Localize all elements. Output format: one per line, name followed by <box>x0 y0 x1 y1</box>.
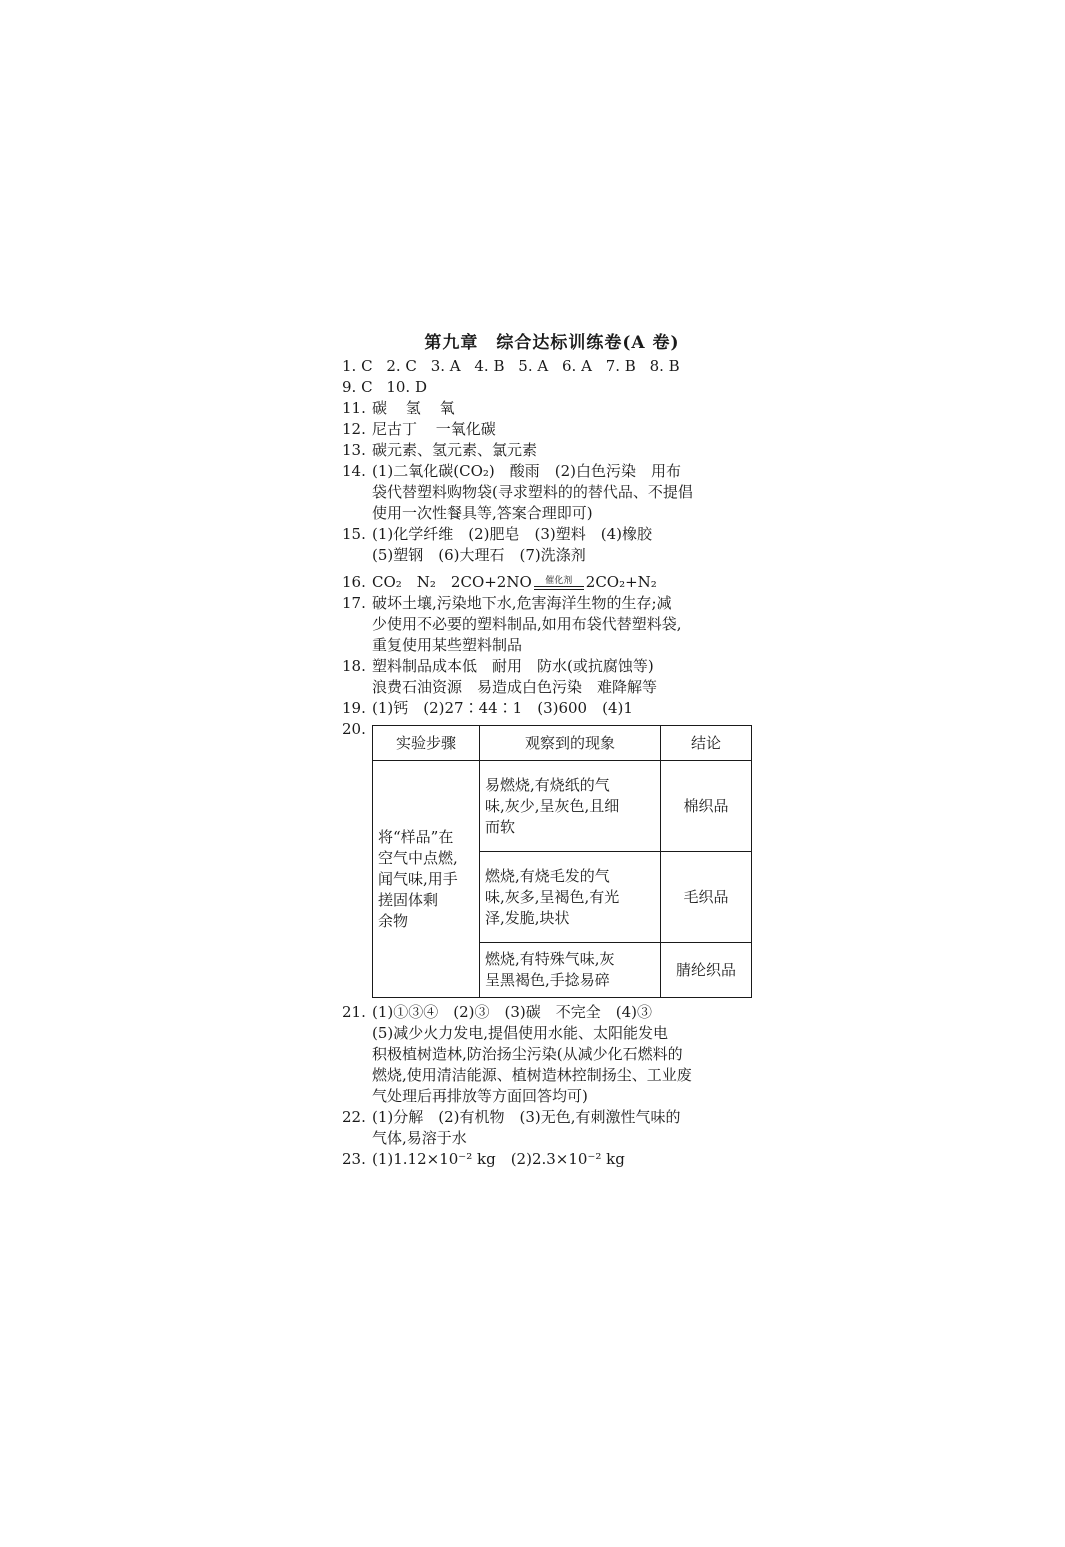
answer-line: 浪费石油资源 易造成白色污染 难降解等 <box>372 678 658 696</box>
answer-text: 氧 <box>439 399 455 417</box>
answer-line: 积极植树造林,防治扬尘污染(从减少化石燃料的 <box>372 1045 683 1063</box>
answer-sheet <box>342 333 762 1170</box>
question-14 <box>342 461 762 524</box>
step-line: 闻气味,用手 <box>378 869 458 888</box>
observation-line: 味,灰多,呈褐色,有光 <box>485 887 620 906</box>
question-23 <box>342 1149 762 1170</box>
chemical-equation <box>372 572 762 593</box>
question-number: 16. <box>342 573 366 591</box>
question-15 <box>342 524 762 566</box>
answer-text: (1)钙 (2)27∶44∶1 (3)600 (4)1 <box>372 699 633 717</box>
question-number: 23. <box>342 1150 366 1168</box>
question-number: 17. <box>342 594 366 612</box>
step-line: 余物 <box>378 911 409 930</box>
answer-2: 2. C <box>386 357 417 375</box>
answer-line: 袋代替塑料购物袋(寻求塑料的的替代品、不提倡 <box>372 483 693 501</box>
answer-5: 5. A <box>518 357 549 375</box>
observation-line: 而软 <box>485 817 516 836</box>
answer-text: 碳 <box>372 399 388 417</box>
answer-line: 气处理后再排放等方面回答均可) <box>372 1087 588 1105</box>
conclusion-cell: 棉织品 <box>661 761 752 852</box>
question-number: 22. <box>342 1108 366 1126</box>
header-observation: 观察到的现象 <box>480 726 661 761</box>
page-title: 第九章 综合达标训练卷(A 卷) <box>424 333 680 353</box>
answer-text: 碳元素、氢元素、氯元素 <box>372 441 538 459</box>
question-17 <box>342 593 762 656</box>
answer-8: 8. B <box>649 357 680 375</box>
mc-answers-row-1 <box>342 356 762 377</box>
answer-line: 燃烧,使用清洁能源、植树造林控制扬尘、工业废 <box>372 1066 692 1084</box>
answer-line: (1)①③④ (2)③ (3)碳 不完全 (4)③ <box>372 1003 652 1021</box>
observation-line: 呈黑褐色,手捻易碎 <box>485 971 610 989</box>
answer-line: 重复使用某些塑料制品 <box>372 636 523 654</box>
question-21 <box>342 1002 762 1107</box>
catalyst-label: 催化剂 <box>545 576 573 586</box>
answer-line: 气体,易溶于水 <box>372 1129 467 1147</box>
answer-1: 1. C <box>342 357 373 375</box>
observation-line: 易燃烧,有烧纸的气 <box>485 775 610 794</box>
conclusion-cell: 腈纶织品 <box>661 943 752 998</box>
answer-line: (1)分解 (2)有机物 (3)无色,有刺激性气味的 <box>372 1108 681 1126</box>
header-conclusion: 结论 <box>661 726 752 761</box>
observation-cell <box>480 852 661 943</box>
question-11 <box>342 398 762 419</box>
question-number: 14. <box>342 462 366 480</box>
answer-line: 破坏土壤,污染地下水,危害海洋生物的生存;减 <box>372 594 672 612</box>
question-number: 18. <box>342 657 366 675</box>
observation-line: 味,灰少,呈灰色,且细 <box>485 796 620 815</box>
answer-line: (5)减少火力发电,提倡使用水能、太阳能发电 <box>372 1024 669 1042</box>
table-row <box>373 761 752 852</box>
experiment-table <box>372 725 752 998</box>
reaction-arrow <box>534 576 584 590</box>
question-22 <box>342 1107 762 1149</box>
question-number: 11. <box>342 399 366 417</box>
answer-text: 氢 <box>405 399 421 417</box>
answer-text: 尼古丁 <box>372 420 418 438</box>
answer-6: 6. A <box>561 357 592 375</box>
question-number: 15. <box>342 525 366 543</box>
conclusion-cell: 毛织品 <box>661 852 752 943</box>
observation-line: 燃烧,有特殊气味,灰 <box>485 950 615 968</box>
question-19 <box>342 698 762 719</box>
answer-line: (1)二氧化碳(CO₂) 酸雨 (2)白色污染 用布 <box>372 462 681 480</box>
equals-bar <box>534 586 584 590</box>
observation-cell <box>480 761 661 852</box>
question-number: 20. <box>342 720 366 738</box>
question-16 <box>342 572 762 593</box>
equation-right: 2CO₂+N₂ <box>585 573 657 591</box>
answer-9: 9. C <box>342 378 373 396</box>
step-cell <box>373 761 480 998</box>
question-18 <box>342 656 762 698</box>
answer-7: 7. B <box>605 357 636 375</box>
answer-text: 一氧化碳 <box>435 420 496 438</box>
answer-text: (1)1.12×10⁻² kg (2)2.3×10⁻² kg <box>372 1150 625 1168</box>
answer-10: 10. D <box>386 378 427 396</box>
table-header-row <box>373 726 752 761</box>
answer-line: 塑料制品成本低 耐用 防水(或抗腐蚀等) <box>372 657 654 675</box>
step-line: 空气中点燃, <box>378 848 458 867</box>
header-step: 实验步骤 <box>373 726 480 761</box>
step-line: 将“样品”在 <box>378 827 454 846</box>
answer-3: 3. A <box>430 357 461 375</box>
observation-line: 燃烧,有烧毛发的气 <box>485 866 610 885</box>
observation-line: 泽,发脆,块状 <box>485 908 570 927</box>
question-number: 13. <box>342 441 366 459</box>
answer-line: 使用一次性餐具等,答案合理即可) <box>372 504 593 522</box>
mc-answers-row-2 <box>342 377 762 398</box>
question-number: 19. <box>342 699 366 717</box>
question-20 <box>342 719 762 998</box>
question-13 <box>342 440 762 461</box>
answer-line: 少使用不必要的塑料制品,如用布袋代替塑料袋, <box>372 615 682 633</box>
answer-4: 4. B <box>474 357 505 375</box>
observation-cell <box>480 943 661 998</box>
question-12 <box>342 419 762 440</box>
answer-line: (5)塑钢 (6)大理石 (7)洗涤剂 <box>372 546 586 564</box>
question-number: 21. <box>342 1003 366 1021</box>
step-line: 搓固体剩 <box>378 890 439 909</box>
question-number: 12. <box>342 420 366 438</box>
equation-left: CO₂ N₂ 2CO+2NO <box>372 573 532 591</box>
answer-line: (1)化学纤维 (2)肥皂 (3)塑料 (4)橡胶 <box>372 525 652 543</box>
